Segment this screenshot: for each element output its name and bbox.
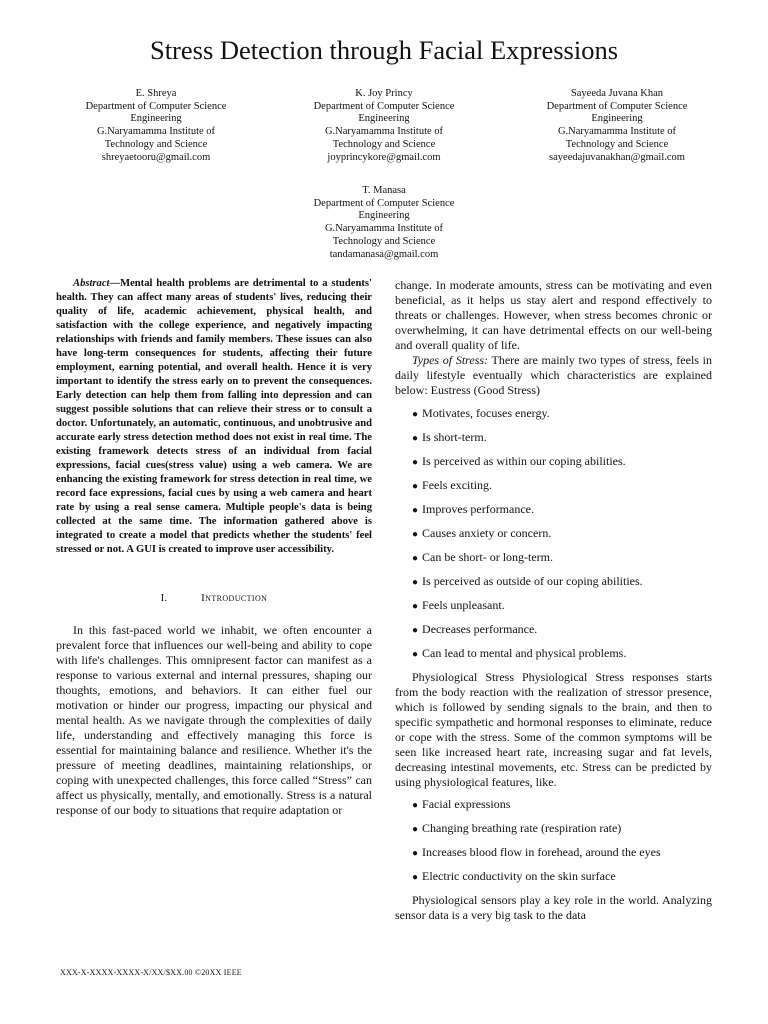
author-block-1 xyxy=(41,88,271,164)
section-title: Introduction xyxy=(201,592,268,604)
author-affiliation-line: Engineering xyxy=(358,113,410,125)
author-affiliation-line: Technology and Science xyxy=(332,138,436,150)
continuation-paragraph: change. In moderate amounts, stress can be motivating and even beneficial, as it helps us stay alert and respond effectively to threats or challenges. However, when stress becomes chronic or overwhelming, it can have detrimental effects on our well-being and overall quality of life. xyxy=(395,278,712,352)
author-affiliation-line: Department of Computer Science xyxy=(313,197,455,209)
copyright-footer: XXX-X-XXXX-XXXX-X/XX/$XX.00 ©20XX IEEE xyxy=(60,968,242,977)
list-item: ● Decreases performance. xyxy=(395,622,712,639)
list-item: ● Causes anxiety or concern. xyxy=(395,526,712,543)
author-block-2 xyxy=(269,88,499,164)
author-affiliation-line: Engineering xyxy=(130,113,182,125)
list-item: ● Increases blood flow in forehead, around the eyes xyxy=(395,845,712,862)
author-email: joyprincykore@gmail.com xyxy=(327,151,441,163)
author-affiliation-line: G.Naryamamma Institute of xyxy=(96,126,216,138)
author-email: sayeedajuvanakhan@gmail.com xyxy=(549,151,685,163)
list-item: ● Changing breathing rate (respiration rate) xyxy=(395,821,712,838)
author-block-3 xyxy=(502,88,732,164)
right-column xyxy=(395,278,712,923)
left-column xyxy=(56,277,372,818)
author-block-4 xyxy=(269,185,499,261)
author-affiliation-line: Department of Computer Science xyxy=(85,100,227,112)
stress-characteristics-list xyxy=(395,406,712,663)
section-heading-introduction xyxy=(56,591,372,605)
author-email: shreyaetooru@gmail.com xyxy=(101,151,211,163)
types-of-stress-label: Types of Stress: xyxy=(412,353,489,367)
list-item: ● Feels unpleasant. xyxy=(395,598,712,615)
list-item: ● Improves performance. xyxy=(395,502,712,519)
author-affiliation-line: Engineering xyxy=(358,210,410,222)
list-item: ● Electric conductivity on the skin surface xyxy=(395,869,712,886)
author-name: Sayeeda Juvana Khan xyxy=(570,88,664,99)
list-item: ● Can be short- or long-term. xyxy=(395,550,712,567)
list-item: ● Is short-term. xyxy=(395,430,712,447)
sensor-paragraph: Physiological sensors play a key role in the world. Analyzing sensor data is a very big task to the data xyxy=(395,893,712,922)
author-affiliation-line: Technology and Science xyxy=(565,138,669,150)
author-affiliation-line: Technology and Science xyxy=(104,138,208,150)
author-affiliation-line: G.Naryamamma Institute of xyxy=(324,126,444,138)
physiological-stress-paragraph: Physiological Stress Physiological Stress responses starts from the body reaction with the realization of stressor presence, which is followed by sending signals to the brain, and then to specific sympathetic and hormonal responses to eliminate, reduce or cope with the stress. Some of the common symptoms will be seen like increased heart rate, increasing sugar and fat levels, decreasing intestinal movements, etc. Stress can be predicted by using physiological features, like. xyxy=(395,670,712,789)
list-item: ● Motivates, focuses energy. xyxy=(395,406,712,423)
author-affiliation-line: G.Naryamamma Institute of xyxy=(324,223,444,235)
abstract-dash: — xyxy=(109,278,121,289)
paper-title: Stress Detection through Facial Expressions xyxy=(149,35,619,65)
abstract-label: Abstract xyxy=(73,278,110,289)
author-name: T. Manasa xyxy=(362,185,406,196)
author-email: tandamanasa@gmail.com xyxy=(329,248,439,260)
author-affiliation-line: Department of Computer Science xyxy=(546,100,688,112)
abstract-text: Mental health problems are detrimental to a students' health. They can affect many areas of students' lives, reducing their quality of life, academic achievement, physical health, and satisfaction with the college experience, and negatively impacting relationships with friends and family members. These issues can also have long-term consequences for students, affecting their future employment, earning potential, and overall health. Hence it is very important to identify the stress early on to prevent the consequences. Early detection can help them from falling into depression and can suggest possible solutions that can relieve their stress or to consult a doctor. Unfortunately, an automatic, continuous, and unobtrusive and accurate early stress detection method does not exist in real time. The existing framework detects stress of an individual from facial expressions, facial cues(stress value) using a web camera. We are enhancing the existing framework for stress detection in real time, we record face expressions, facial cues by using a web camera and heart rate by using a real sense camera. Multiple people's data is being collected at the same time. The information gathered above is integrated to create a model that predicts whether the students' feel stressed or not. A GUI is created to improve user accessibility. xyxy=(56,278,372,555)
types-of-stress-text: There are mainly two types of stress, feels in daily lifestyle eventually which characteristics are explained below: Eustress (Good Stress) xyxy=(395,353,712,397)
list-item: ● Facial expressions xyxy=(395,797,712,814)
types-of-stress-paragraph xyxy=(395,353,712,398)
list-item: ● Is perceived as within our coping abilities. xyxy=(395,454,712,471)
author-affiliation-line: Engineering xyxy=(591,113,643,125)
author-affiliation-line: Department of Computer Science xyxy=(313,100,455,112)
author-name: K. Joy Princy xyxy=(355,88,413,99)
section-number: I. xyxy=(160,592,168,604)
introduction-paragraph: In this fast-paced world we inhabit, we often encounter a prevalent force that influences our well-being and ability to cope with life's challenges. This omnipresent factor can manifest as a response to various external and internal pressures, shaping our thoughts, emotions, and behaviors. It can either fuel our motivation or hinder our progress, impacting our physical and mental health. As we navigate through the complexities of daily life, understanding and effectively managing this force is essential for maintaining balance and resilience. Whether it's the pressure of meeting deadlines, maintaining relationships, or coping with unexpected challenges, this force called “Stress” can affect us physically, mentally, and emotionally. Stress is a natural response of our body to situations that require adaptation or xyxy=(56,623,372,817)
author-affiliation-line: G.Naryamamma Institute of xyxy=(557,126,677,138)
list-item: ● Is perceived as outside of our coping abilities. xyxy=(395,574,712,591)
list-item: ● Can lead to mental and physical problems. xyxy=(395,646,712,663)
list-item: ● Feels exciting. xyxy=(395,478,712,495)
author-affiliation-line: Technology and Science xyxy=(332,235,436,247)
abstract xyxy=(56,277,372,557)
physiological-features-list xyxy=(395,797,712,886)
author-name: E. Shreya xyxy=(135,88,177,99)
